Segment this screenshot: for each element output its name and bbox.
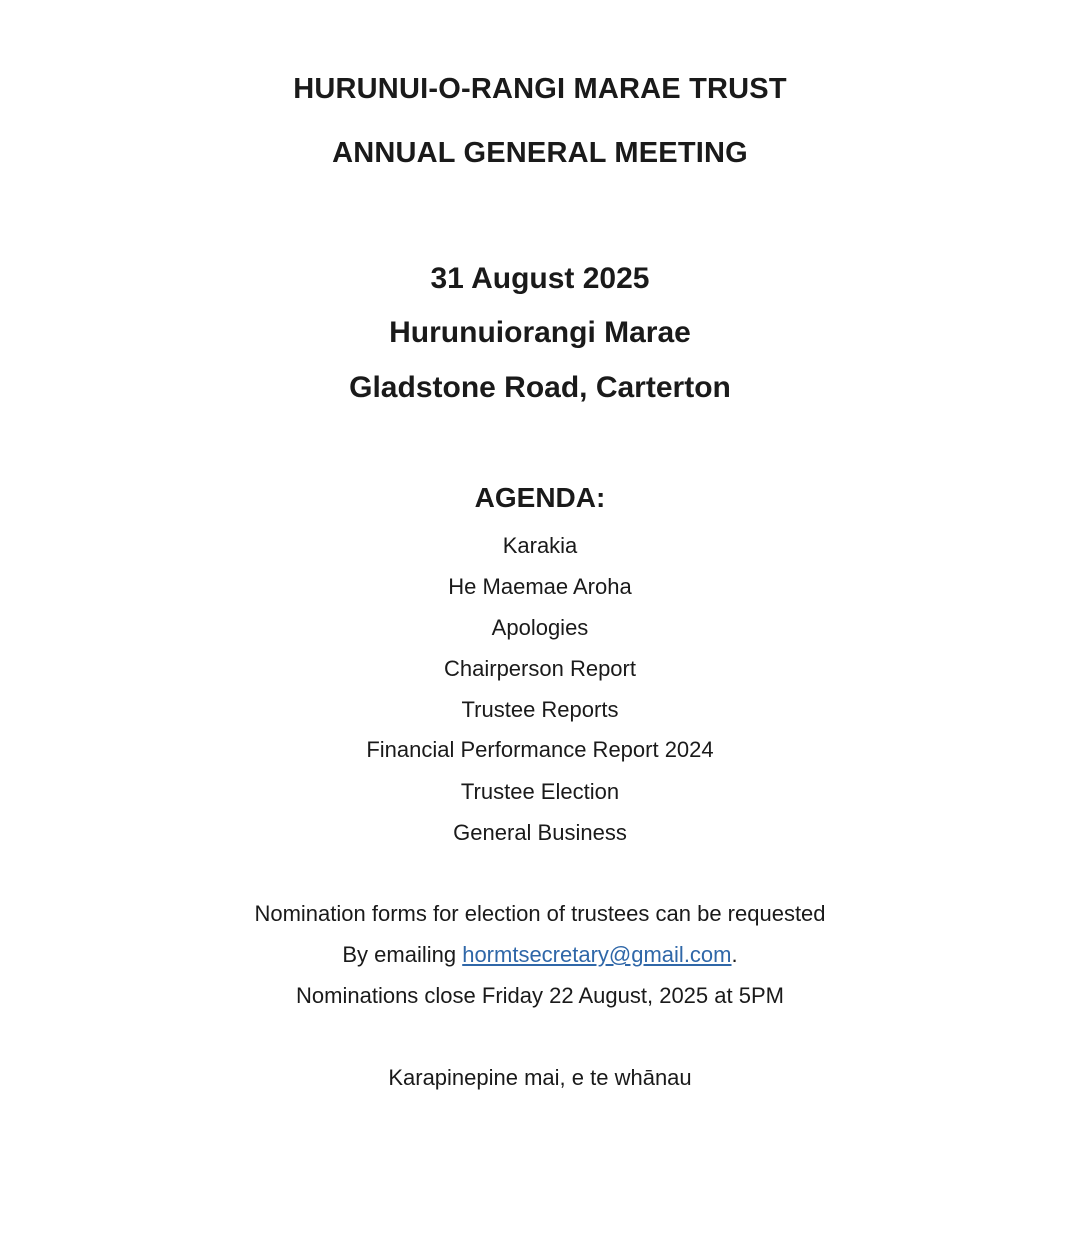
agenda-item: General Business (453, 820, 627, 845)
agenda-item: He Maemae Aroha (448, 574, 632, 599)
meeting-address: Gladstone Road, Carterton (349, 371, 731, 404)
agenda-item: Chairperson Report (444, 656, 636, 681)
meeting-date: 31 August 2025 (430, 262, 650, 295)
agenda-item: Trustee Election (460, 779, 620, 804)
nomination-deadline: Nominations close Friday 22 August, 2025 at 5PM (296, 983, 784, 1008)
meeting-venue: Hurunuiorangi Marae (389, 316, 691, 349)
nomination-email-suffix: . (731, 942, 738, 967)
agenda-item: Karakia (502, 533, 578, 558)
agenda-item: Trustee Reports (461, 697, 619, 722)
closing-message: Karapinepine mai, e te whānau (388, 1065, 692, 1090)
agenda-title: AGENDA: (474, 482, 606, 513)
nomination-email-prefix: By emailing (342, 942, 463, 967)
secretary-email-link[interactable]: hormtsecretary@gmail.com (462, 942, 732, 967)
meeting-title: ANNUAL GENERAL MEETING (332, 137, 748, 169)
org-name: HURUNUI-O-RANGI MARAE TRUST (293, 73, 787, 105)
agenda-item: Apologies (491, 615, 589, 640)
nomination-email-line (0, 942, 1080, 968)
agenda-item: Financial Performance Report 2024 (366, 737, 714, 762)
nomination-text: Nomination forms for election of trustees can be requested (254, 901, 826, 926)
